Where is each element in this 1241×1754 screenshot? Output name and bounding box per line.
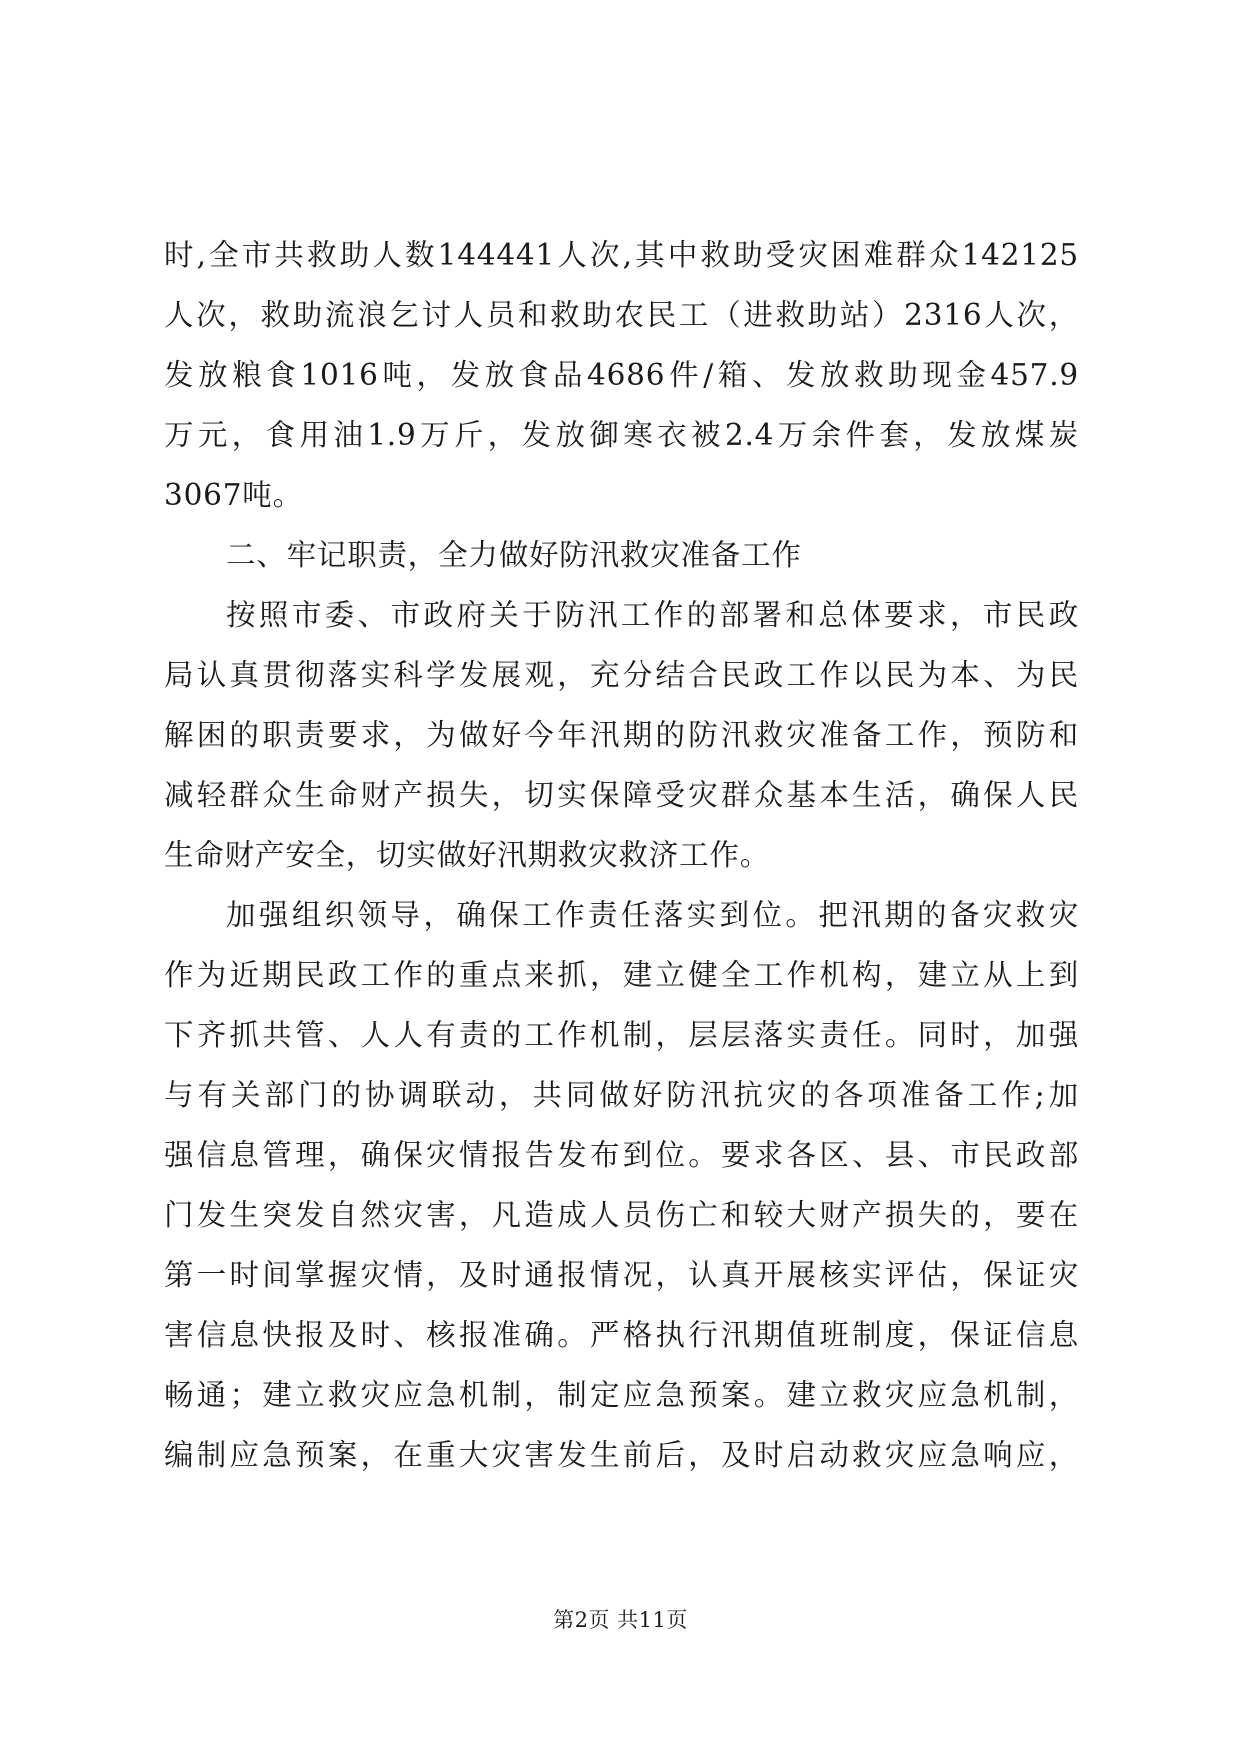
text-line: 下齐抓共管、人人有责的工作机制，层层落实责任。同时，加强	[164, 1018, 1079, 1052]
text-line: 发放粮食1016吨，发放食品4686件/箱、发放救助现金457.9	[164, 358, 1079, 392]
section-heading: 二、牢记职责，全力做好防汛救灾准备工作	[226, 538, 802, 572]
page-number-footer: 第2页 共11页	[553, 1608, 688, 1632]
text-line: 强信息管理，确保灾情报告发布到位。要求各区、县、市民政部	[164, 1138, 1079, 1172]
text-line: 畅通；建立救灾应急机制，制定应急预案。建立救灾应急机制，	[164, 1378, 1079, 1412]
text-line: 与有关部门的协调联动，共同做好防汛抗灾的各项准备工作;加	[164, 1078, 1079, 1112]
text-line: 按照市委、市政府关于防汛工作的部署和总体要求，市民政	[226, 598, 1079, 632]
text-line: 时,全市共救助人数144441人次,其中救助受灾困难群众142125	[164, 238, 1079, 272]
text-line: 局认真贯彻落实科学发展观，充分结合民政工作以民为本、为民	[164, 658, 1079, 692]
text-line: 生命财产安全，切实做好汛期救灾救济工作。	[164, 838, 771, 872]
text-line: 减轻群众生命财产损失，切实保障受灾群众基本生活，确保人民	[164, 778, 1079, 812]
text-line: 解困的职责要求，为做好今年汛期的防汛救灾准备工作，预防和	[164, 718, 1079, 752]
text-line: 加强组织领导，确保工作责任落实到位。把汛期的备灾救灾	[226, 898, 1079, 932]
text-line: 万元，食用油1.9万斤，发放御寒衣被2.4万余件套，发放煤炭	[164, 418, 1079, 452]
text-line: 害信息快报及时、核报准确。严格执行汛期值班制度，保证信息	[164, 1318, 1079, 1352]
text-line: 第一时间掌握灾情，及时通报情况，认真开展核实评估，保证灾	[164, 1258, 1079, 1292]
text-line: 编制应急预案，在重大灾害发生前后，及时启动救灾应急响应，	[164, 1438, 1079, 1472]
text-line: 门发生突发自然灾害，凡造成人员伤亡和较大财产损失的，要在	[164, 1198, 1079, 1232]
text-line: 3067吨。	[164, 478, 303, 512]
text-line: 人次，救助流浪乞讨人员和救助农民工（进救助站）2316人次，	[164, 298, 1079, 332]
document-body	[164, 225, 1079, 1485]
text-line: 作为近期民政工作的重点来抓，建立健全工作机构，建立从上到	[164, 958, 1079, 992]
